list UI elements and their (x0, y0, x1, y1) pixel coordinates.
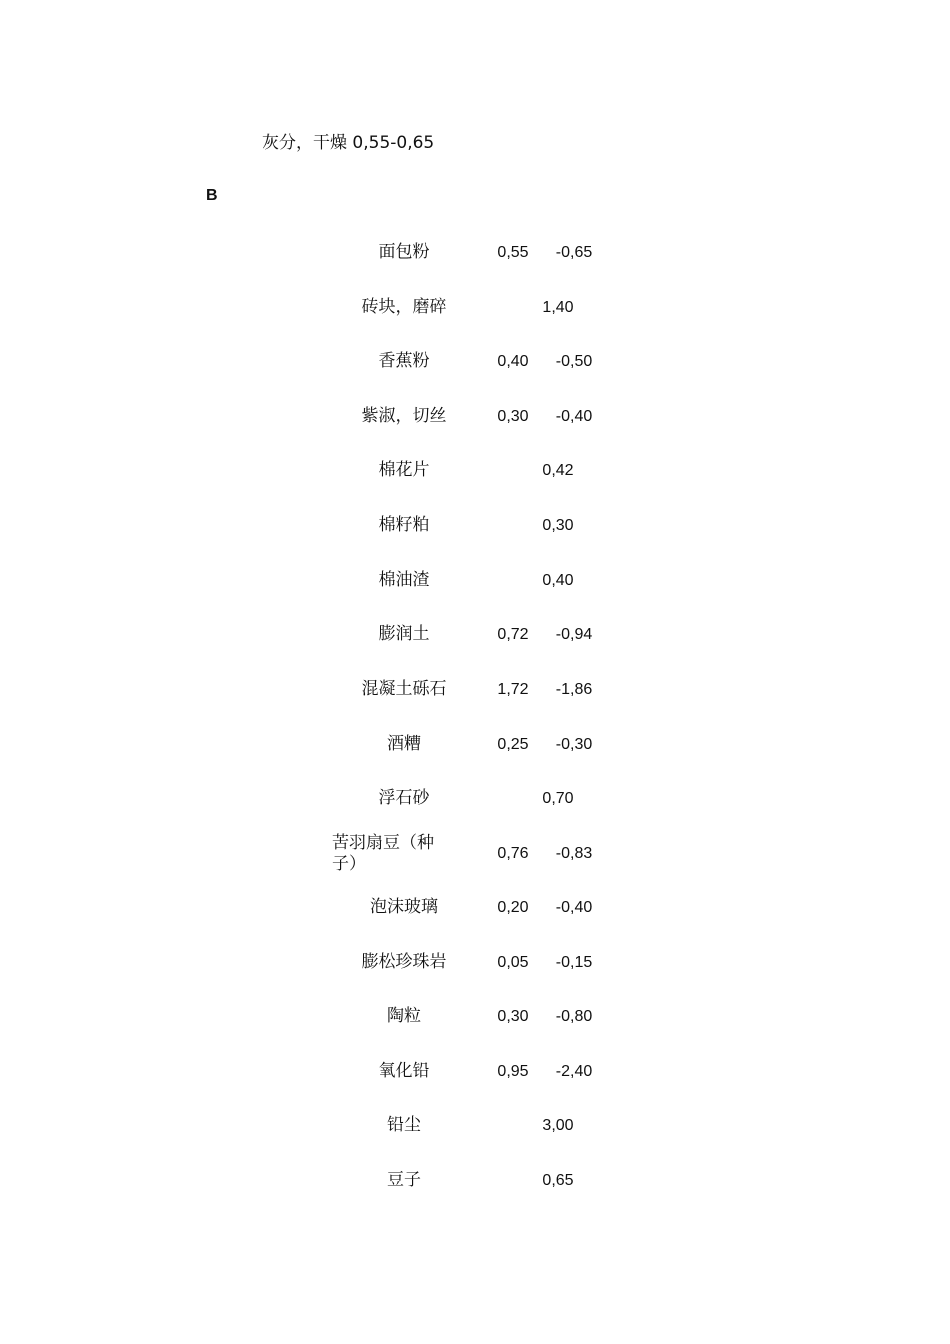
table-row (0, 460, 950, 500)
value-low: 0,05 (497, 954, 529, 971)
material-name: 棉籽粕 (378, 515, 430, 535)
value-low: 0,95 (497, 1063, 529, 1080)
material-name: 紫淑，切丝 (361, 406, 447, 426)
table-row (0, 297, 950, 337)
material-name: 膨润土 (378, 624, 430, 644)
value-single: 3,00 (542, 1117, 574, 1134)
value-high: -0,40 (555, 408, 593, 425)
material-name: 砖块，磨碎 (361, 297, 447, 317)
value-low: 0,72 (497, 626, 529, 643)
material-name: 面包粉 (378, 242, 430, 262)
table-row (0, 1115, 950, 1155)
value-single: 1,40 (542, 299, 574, 316)
material-name: 氧化铅 (378, 1061, 430, 1081)
value-high: -0,94 (555, 626, 593, 643)
value-low: 0,20 (497, 899, 529, 916)
value-high: -0,50 (555, 353, 593, 370)
material-name: 陶粒 (387, 1006, 421, 1026)
table-row (0, 570, 950, 610)
value-low: 0,40 (497, 353, 529, 370)
table-row (0, 1006, 950, 1046)
value-single: 0,40 (542, 572, 574, 589)
table-row (0, 624, 950, 664)
table-row (0, 788, 950, 828)
material-name: 混凝土砾石 (361, 679, 447, 699)
table-row (0, 406, 950, 446)
value-low: 0,30 (497, 408, 529, 425)
material-name: 棉花片 (378, 460, 430, 480)
section-letter: B (206, 187, 218, 204)
value-high: -0,30 (555, 736, 593, 753)
material-name (332, 833, 450, 875)
value-low: 0,25 (497, 736, 529, 753)
table-row (0, 952, 950, 992)
value-high: -0,65 (555, 244, 593, 261)
material-name: 膨松珍珠岩 (361, 952, 447, 972)
table-row (0, 1061, 950, 1101)
table-row (0, 897, 950, 937)
material-name: 浮石砂 (378, 788, 430, 808)
material-name: 泡沫玻璃 (370, 897, 438, 917)
material-name: 棉油渣 (378, 570, 430, 590)
value-high: -0,83 (555, 845, 593, 862)
table-row (0, 242, 950, 282)
material-name-line: 苦羽扇豆（种 (332, 833, 434, 853)
value-low: 1,72 (497, 681, 529, 698)
table-row (0, 833, 950, 877)
material-name: 豆子 (387, 1170, 421, 1190)
value-high: -0,80 (555, 1008, 593, 1025)
value-high: -2,40 (555, 1063, 593, 1080)
value-high: -0,15 (555, 954, 593, 971)
material-name: 铅尘 (387, 1115, 421, 1135)
value-single: 0,70 (542, 790, 574, 807)
table-row (0, 515, 950, 555)
intro-line: 灰分，干燥 0,55-0,65 (262, 133, 435, 153)
value-single: 0,65 (542, 1172, 574, 1189)
material-name: 香蕉粉 (378, 351, 430, 371)
value-low: 0,30 (497, 1008, 529, 1025)
table-row (0, 351, 950, 391)
value-low: 0,76 (497, 845, 529, 862)
material-name-line: 子） (332, 854, 366, 874)
value-high: -0,40 (555, 899, 593, 916)
table-row (0, 679, 950, 719)
table-row (0, 1170, 950, 1210)
table-row (0, 734, 950, 774)
value-single: 0,30 (542, 517, 574, 534)
value-low: 0,55 (497, 244, 529, 261)
value-high: -1,86 (555, 681, 593, 698)
material-name: 酒糟 (387, 734, 421, 754)
value-single: 0,42 (542, 462, 574, 479)
